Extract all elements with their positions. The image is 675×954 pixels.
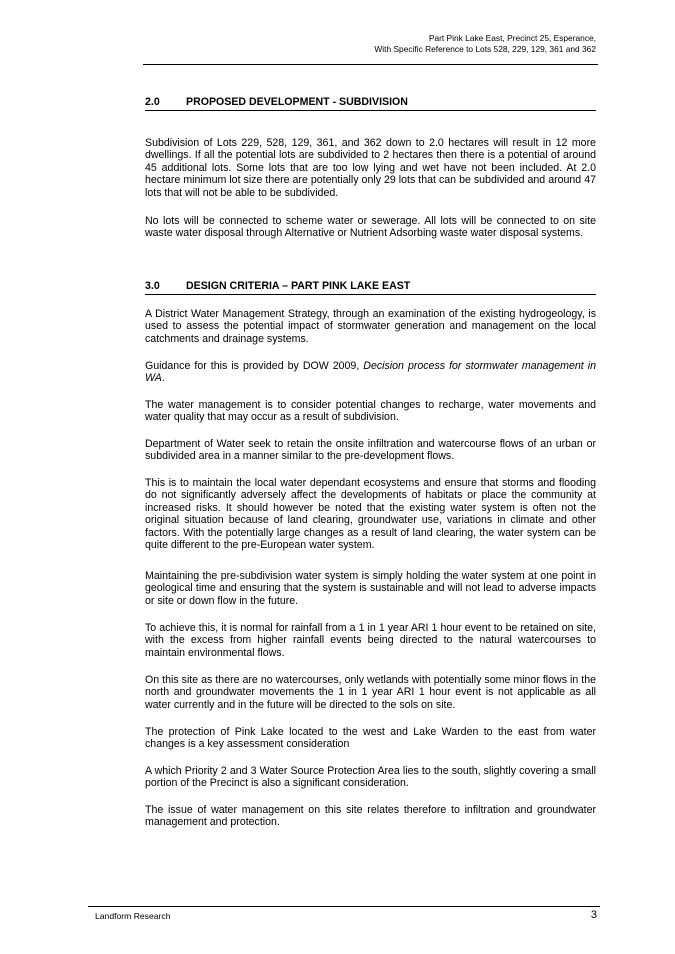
section-3-paragraph-4: Department of Water seek to retain the onsite infiltration and watercourse flows of an urban or subdivided area in a manner similar to the pre-development flows. [145,438,596,463]
section-3-paragraph-5: This is to maintain the local water dependant ecosystems and ensure that storms and flooding do not significantly adversely affect the developments of habitats or place the community at increased risks. It should however be noted that the existing water system is often not the original situation because of land clearing, groundwater use, variations in climate and other factors. With the potentially large changes as a result of land clearing, the water system can be quite different to the pre-European water system. [145,477,596,552]
header-line-1: Part Pink Lake East, Precinct 25, Esperance, [428,33,596,43]
section-2-title: PROPOSED DEVELOPMENT - SUBDIVISION [186,96,408,108]
section-3-paragraph-2 [145,360,596,385]
section-3-title: DESIGN CRITERIA – PART PINK LAKE EAST [186,280,411,292]
section-3-paragraph-8: On this site as there are no watercourses, only wetlands with potentially some minor flows in the north and groundwater movements the 1 in 1 year ARI 1 hour event is not applicable as all water currently and in the future will be directed to the sols on site. [145,674,596,711]
guidance-text: Guidance for this is provided by DOW 2009, [145,360,364,372]
section-3-heading [145,280,596,295]
section-2-paragraph-1: Subdivision of Lots 229, 528, 129, 361, and 362 down to 2.0 hectares will result in 12 more dwellings. If all the potential lots are subdivided to 2 hectares then there is a potential of around 45 additional lots. Some lots that are too low lying and wet have not been included. At 2.0 hectare minimum lot size there are potentially only 29 lots that can be subdivided and around 47 lots that will not be able to be subdivided. [145,137,596,199]
header-rule [143,64,598,65]
section-3-paragraph-1: A District Water Management Strategy, through an examination of the existing hydrogeology, is used to assess the potential impact of stormwater generation and management on the local catchments and drainage systems. [145,308,596,345]
section-3-paragraph-3: The water management is to consider potential changes to recharge, water movements and water quality that may occur as a result of subdivision. [145,399,596,424]
section-2-paragraph-2: No lots will be connected to scheme water or sewerage. All lots will be connected to on site waste water disposal through Alternative or Nutrient Adsorbing waste water disposal systems. [145,215,596,240]
section-3-paragraph-7: To achieve this, it is normal for rainfall from a 1 in 1 year ARI 1 hour event to be retained on site, with the excess from higher rainfall events being directed to the natural watercourses to maintain environmental flows. [145,622,596,659]
section-2-heading [145,96,596,111]
section-3-paragraph-10: A which Priority 2 and 3 Water Source Protection Area lies to the south, slightly covering a small portion of the Precinct is also a significant consideration. [145,765,596,790]
page-number: 3 [590,909,597,921]
section-3-paragraph-9: The protection of Pink Lake located to the west and Lake Warden to the east from water changes is a key assessment consideration [145,726,596,751]
section-3-number: 3.0 [145,280,160,292]
footer-author: Landform Research [95,911,171,921]
header-line-2: With Specific Reference to Lots 528, 229, 129, 361 and 362 [374,44,596,54]
guidance-text-end: . [161,372,165,385]
page-header [143,33,596,55]
footer-rule [88,906,600,907]
section-2-number: 2.0 [145,96,160,108]
section-3-paragraph-11: The issue of water management on this site relates therefore to infiltration and groundwater management and protection. [145,804,596,829]
guidance-document-title: Decision process for stormwater management in WA [145,360,596,385]
section-3-paragraph-6: Maintaining the pre-subdivision water system is simply holding the water system at one point in geological time and ensuring that the system is sustainable and will not lead to adverse impacts or site or down flow in the future. [145,570,596,607]
